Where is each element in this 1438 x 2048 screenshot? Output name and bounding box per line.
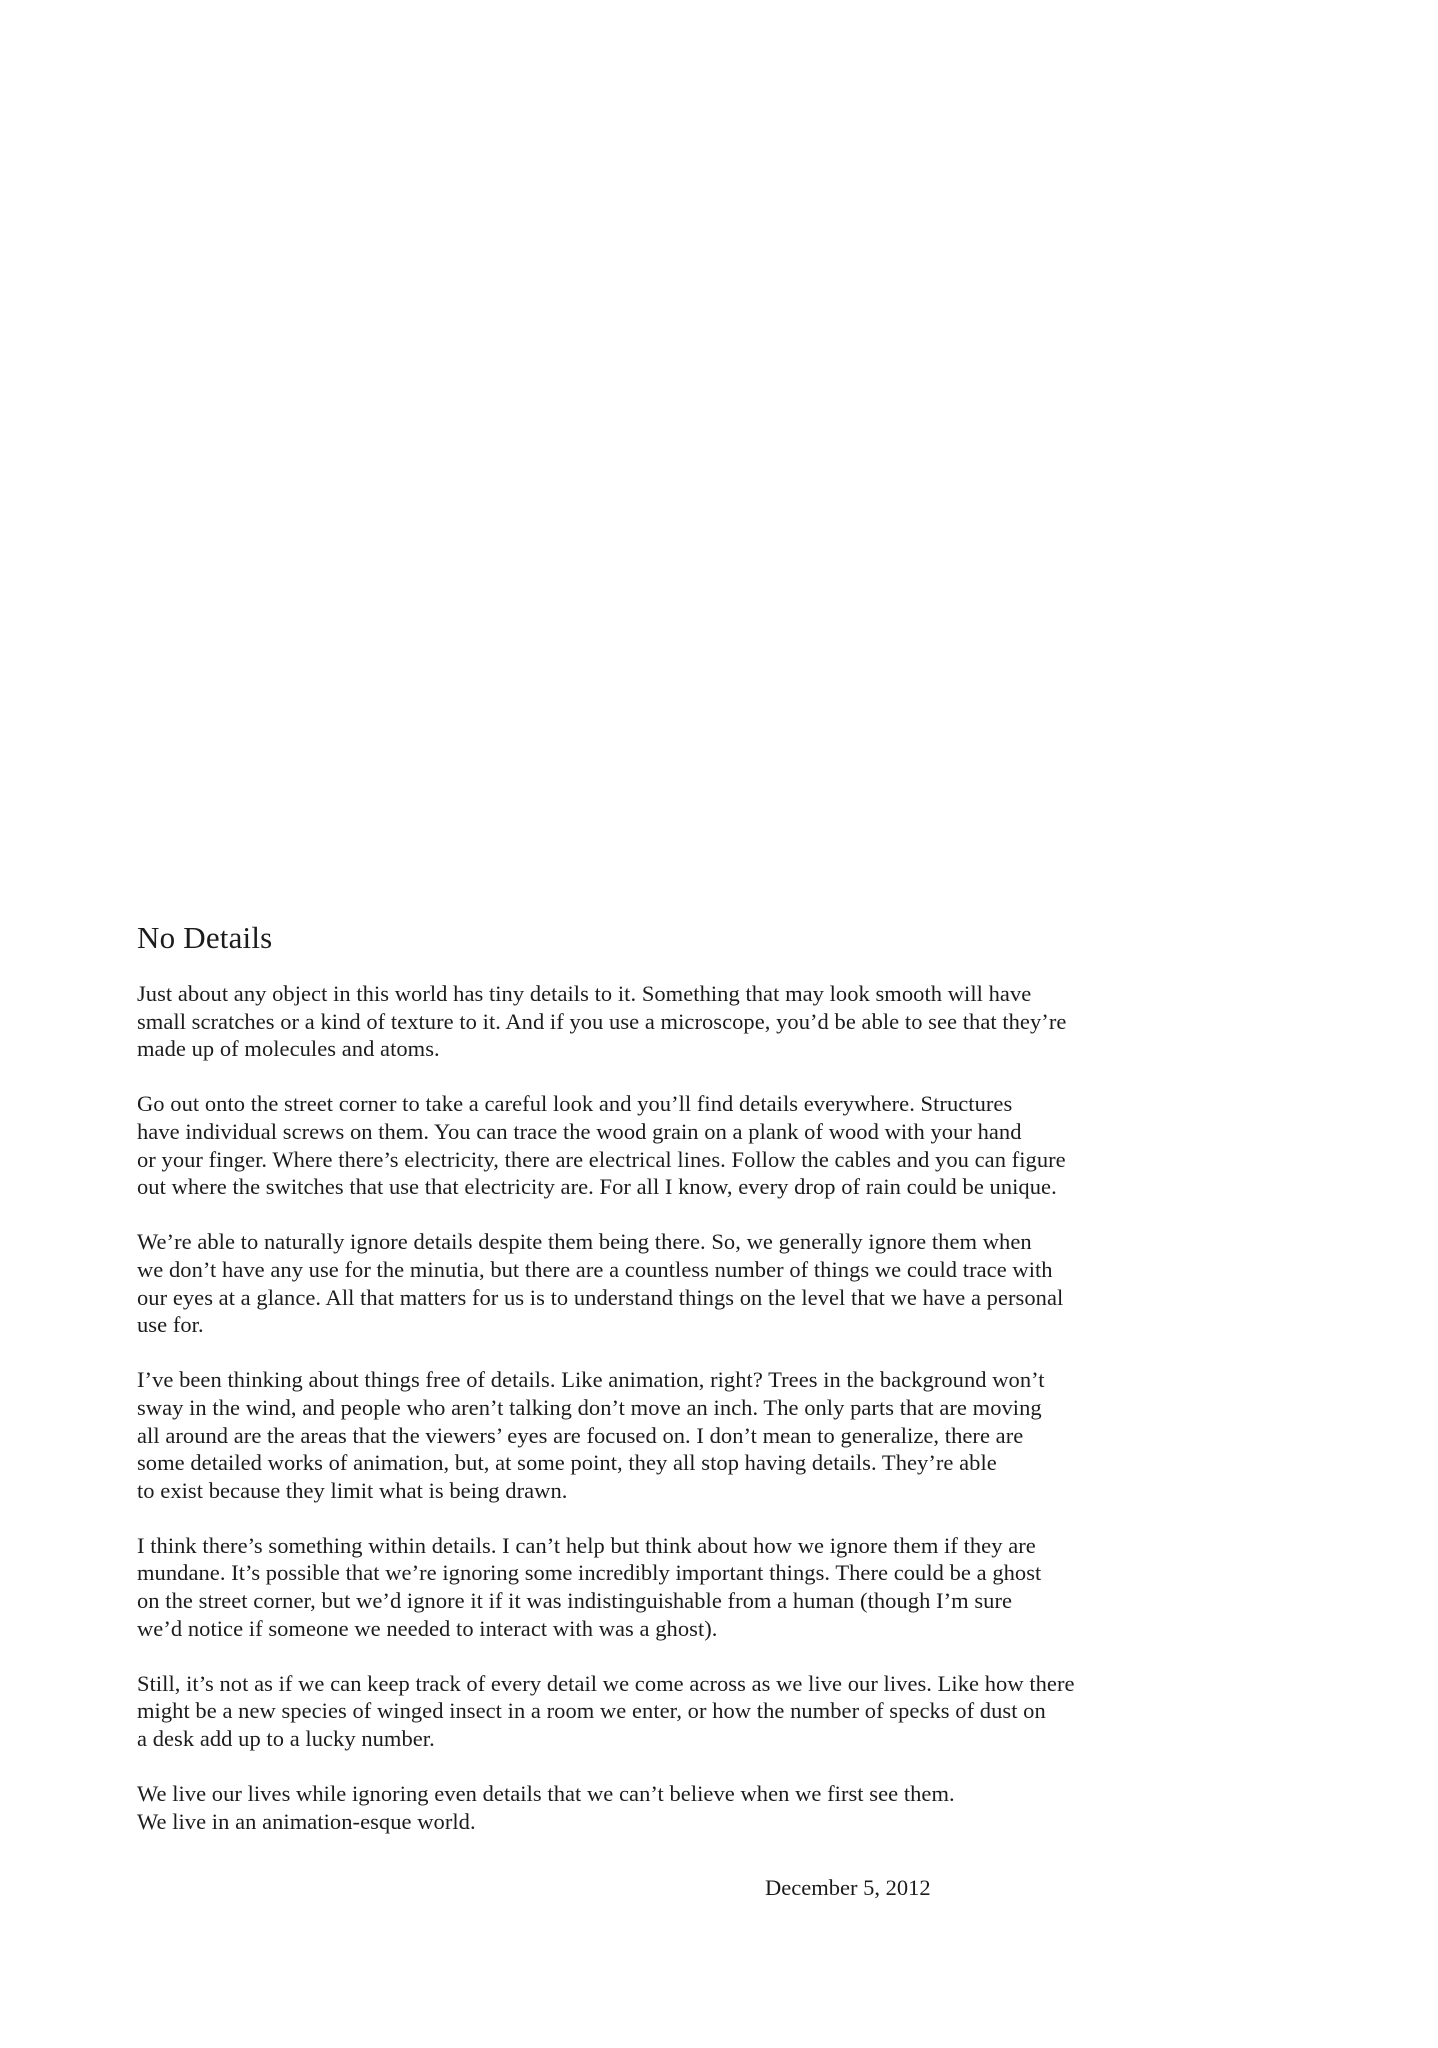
text-line: all around are the areas that the viewers’ eyes are focused on. I don’t mean to generalize, there are — [137, 1422, 1024, 1448]
text-line: some detailed works of animation, but, at some point, they all stop having details. They’re able — [137, 1450, 997, 1476]
text-line: we don’t have any use for the minutia, but there are a countless number of things we could trace with — [137, 1256, 1053, 1282]
essay — [137, 918, 1287, 1863]
paragraph — [137, 1228, 1287, 1338]
text-line: have individual screws on them. You can trace the wood grain on a plank of wood with your hand — [137, 1118, 1022, 1144]
text-line: We live in an animation-esque world. — [137, 1808, 476, 1834]
text-line: mundane. It’s possible that we’re ignoring some incredibly important things. There could be a ghost — [137, 1560, 1042, 1586]
text-line: Go out onto the street corner to take a careful look and you’ll find details everywhere. Structures — [137, 1091, 1013, 1117]
text-line: small scratches or a kind of texture to it. And if you use a microscope, you’d be able to see that they’re — [137, 1008, 1067, 1034]
text-line: We live our lives while ignoring even details that we can’t believe when we first see them. — [137, 1781, 955, 1807]
paragraph — [137, 1532, 1287, 1642]
text-line: sway in the wind, and people who aren’t talking don’t move an inch. The only parts that are moving — [137, 1394, 1042, 1420]
text-line: we’d notice if someone we needed to interact with was a ghost). — [137, 1615, 718, 1641]
text-line: out where the switches that use that electricity are. For all I know, every drop of rain could be unique. — [137, 1174, 1057, 1200]
text-line: on the street corner, but we’d ignore it if it was indistinguishable from a human (though I’m sure — [137, 1588, 1013, 1614]
text-line: use for. — [137, 1312, 204, 1338]
text-line: to exist because they limit what is being drawn. — [137, 1477, 568, 1503]
text-line: a desk add up to a lucky number. — [137, 1726, 435, 1752]
text-line: I think there’s something within details. I can’t help but think about how we ignore them if they are — [137, 1532, 1036, 1558]
paragraph — [137, 1780, 1287, 1835]
paragraph — [137, 1090, 1287, 1200]
essay-date: December 5, 2012 — [765, 1875, 931, 1900]
text-line: We’re able to naturally ignore details despite them being there. So, we generally ignore them when — [137, 1229, 1032, 1255]
text-line: I’ve been thinking about things free of details. Like animation, right? Trees in the background won’t — [137, 1367, 1045, 1393]
paragraph — [137, 1366, 1287, 1504]
text-line: might be a new species of winged insect in a room we enter, or how the number of specks of dust on — [137, 1698, 1046, 1724]
text-line: made up of molecules and atoms. — [137, 1036, 440, 1062]
text-line: our eyes at a glance. All that matters for us is to understand things on the level that we have a personal — [137, 1284, 1064, 1310]
text-line: Just about any object in this world has tiny details to it. Something that may look smooth will have — [137, 981, 1032, 1006]
paragraph — [137, 980, 1287, 1063]
text-line: or your finger. Where there’s electricity, there are electrical lines. Follow the cables and you can figure — [137, 1146, 1066, 1172]
text-line: Still, it’s not as if we can keep track of every detail we come across as we live our lives. Like how there — [137, 1670, 1075, 1696]
paragraph — [137, 1670, 1287, 1753]
essay-title: No Details — [137, 920, 273, 955]
